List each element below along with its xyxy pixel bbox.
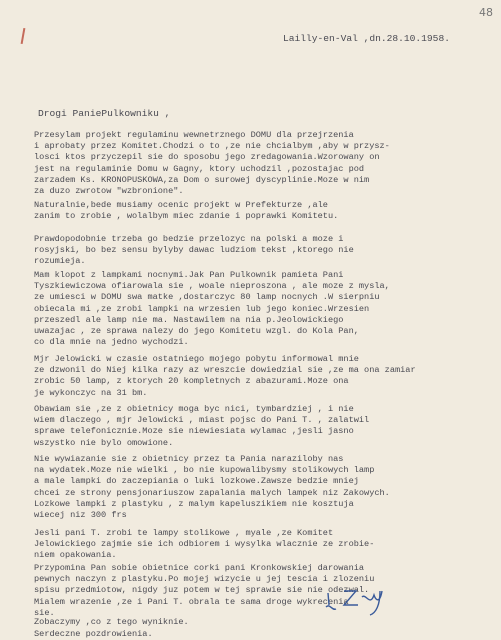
paragraph-translation: Prawdopodobnie trzeba go bedzie przelozyc na polski a moze i rosyjski, bo bez sensu bylyby dawac ludziom tekst ,ktorego nie rozumieja. [34, 234, 354, 267]
paragraph-plastic-dishes: Przypomina Pan sobie obietnice corki pani Kronkowskiej darowania pewnych naczyn z plastyku.Po mojej wizycie u jej tescia i zlozeniu spisu przedmiotow, nigdy juz potem w tej sprawie sie nie odezwal. Mialem wrazenie ,ze i Pani T. obrala te sama droge wykrecenia sie. [34, 563, 375, 618]
handwritten-signature [322, 583, 386, 619]
paragraph-closing: Zobaczymy ,co z tego wyniknie. [34, 617, 189, 627]
paragraph-expense: Nie wywiazanie sie z obietnicy przez ta Pania naraziloby nas na wydatek.Moze nie wielki , bo nie kupowalibysmy stolikowych lamp a male lampki do zaczepiania o luki lozkowe.Zawsze bedzie mniej chcei ze strony pensjonariuszow zapalania malych lampek niz Zakowych. Lozkowe lampki z plastyku , z malym kapeluszikiem nie kosztuja wiecej niz 300 frs [34, 454, 390, 521]
paragraph-regards: Serdeczne pozdrowienia. [34, 629, 153, 639]
paragraph-promise: Obawiam sie ,ze z obietnicy moga byc nici, tymbardziej , i nie wiem dlaczego , mjr Jelowicki , miast pojsc do Pani T. , zalatwil sprawe telefonicznie.Moze sie niewiesiata wylamac ,jesli jasno wszystko nie bylo omowione. [34, 404, 370, 448]
paragraph-table-lamps: Jesli pani T. zrobi te lampy stolikowe , myale ,ze Komitet Jelowickiego zajmie sie ich odbiorem i wysylka wlacznie ze zrobie- niem opakowania. [34, 528, 375, 561]
paragraph-night-lamps: Mam klopot z lampkami nocnymi.Jak Pan Pulkownik pamieta Pani Tyszkiewiczowa ofiarowala sie , woale nieproszona , ale moze z mysla, ze umiesci w DOMU swa matke ,dostarczyc 80 lamp nocnych .W sierpniu obiecala mi ,ze zrobi lampki na wrzesien lub jego koniec.Wrzesien przeszedl ale lamp nie ma. Nastawilem na nia p.Jeolowickiego uwazajac , ze sprawa nalezy do jego Komitetu wzgl. do Kola Pan, co dla mnie na jedno wychodzi. [34, 270, 390, 348]
place-and-date: Lailly-en-Val ,dn.28.10.1958. [283, 33, 450, 44]
red-margin-mark [21, 28, 26, 44]
paragraph-regulamin: Przesylam projekt regulaminu wewnetrznego DOMU dla przejrzenia i aprobaty przez Komitet.Chodzi o to ,ze nie chcialbym ,aby w przysz- losci ktos przyczepil sie do sposobu jego zredagowania.Wzorowany on jest na regulaminie Domu w Gagny, ktory uchodzil ,pozostajac pod zarzadem Ks. KRONOPUSKOWA,za Dom o surowej dyscyplinie.Moze w nim za duzo zwrotow "wzbronione". [34, 130, 390, 197]
paragraph-prefektura: Naturalnie,bede musiamy ocenic projekt w Prefekturze ,ale zanim to zrobie , wolalbym miec zdanie i poprawki Komitetu. [34, 200, 339, 222]
page-number: 48 [479, 6, 493, 19]
salutation: Drogi PaniePulkowniku , [38, 108, 171, 119]
paragraph-jelowicki: Mjr Jelowicki w czasie ostatniego mojego pobytu informowal mnie ze dzwonil do Niej kilka razy az wreszcie dowiedzial sie ,ze ma ona zamiar zrobic 50 lamp, z ktorych 20 kompletnych z abazurami.Moze ona je wykonczyc na 31 bm. [34, 354, 416, 398]
